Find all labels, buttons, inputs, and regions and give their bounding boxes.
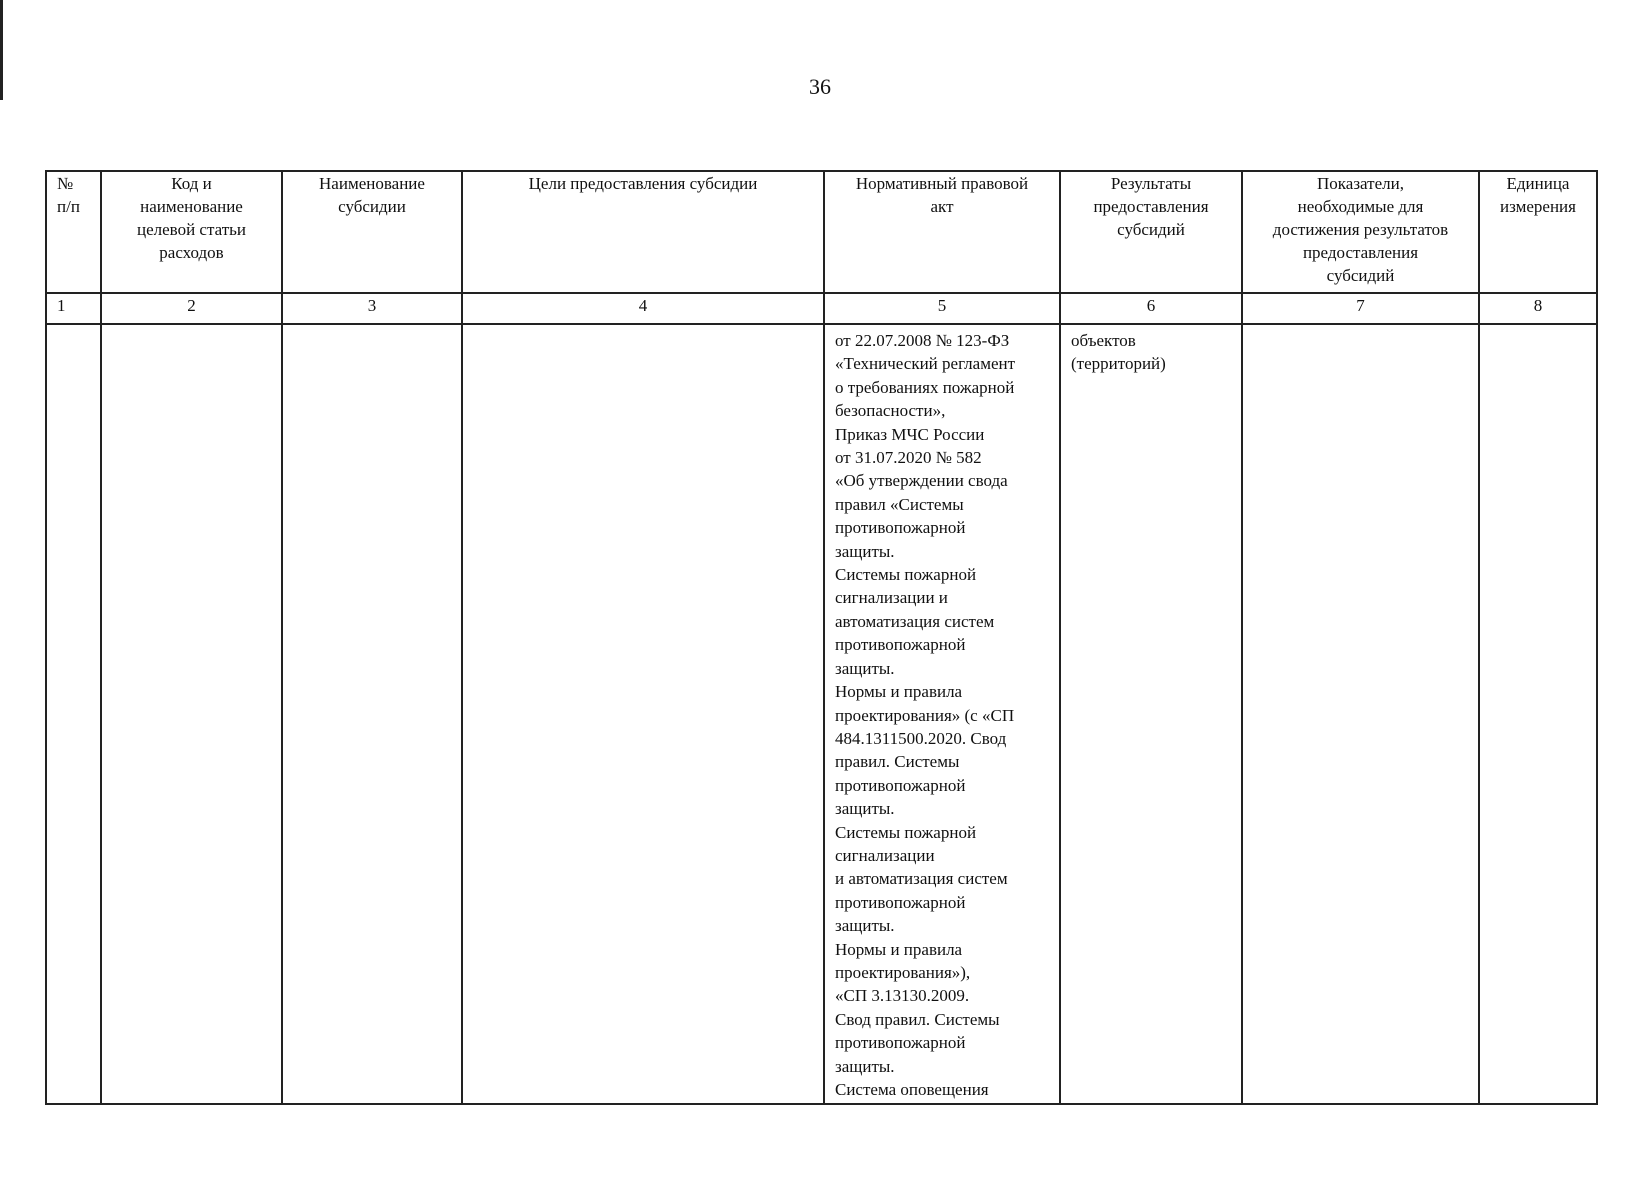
column-number: 8 xyxy=(1479,293,1597,324)
legal-act-cell xyxy=(824,324,1060,1104)
results-cell xyxy=(1060,324,1242,1104)
column-number: 7 xyxy=(1242,293,1479,324)
page-number: 36 xyxy=(809,74,831,99)
header-cell: Результаты предоставления субсидий xyxy=(1060,171,1242,293)
table-cell xyxy=(282,324,462,1104)
table-row xyxy=(46,324,1597,1104)
header-cell: Наименование субсидии xyxy=(282,171,462,293)
table-header-row xyxy=(46,171,1597,293)
column-number: 6 xyxy=(1060,293,1242,324)
header-cell: Цели предоставления субсидии xyxy=(462,171,824,293)
column-number: 2 xyxy=(101,293,282,324)
header-cell: № п/п xyxy=(46,171,101,293)
results-text: объектов (территорий) xyxy=(1071,331,1166,374)
header-cell: Показатели, необходимые для достижения результатов предоставления субсидий xyxy=(1242,171,1479,293)
table-cell xyxy=(46,324,101,1104)
column-number-row xyxy=(46,293,1597,324)
column-number: 3 xyxy=(282,293,462,324)
header-cell: Нормативный правовой акт xyxy=(824,171,1060,293)
subsidy-table xyxy=(45,170,1598,1105)
header-cell: Код и наименование целевой статьи расходов xyxy=(101,171,282,293)
column-number: 1 xyxy=(46,293,101,324)
table-cell xyxy=(462,324,824,1104)
table-cell xyxy=(1479,324,1597,1104)
column-number: 4 xyxy=(462,293,824,324)
header-cell: Единица измерения xyxy=(1479,171,1597,293)
column-number: 5 xyxy=(824,293,1060,324)
legal-act-text: от 22.07.2008 № 123-ФЗ «Технический регламент о требованиях пожарной безопасности», Приказ МЧС России от 31.07.2020 № 582 «Об утверждении свода правил «Системы противопожарной защиты. Системы пожарной сигнализации и автоматизация систем противопожарной защиты. Нормы и правила проектирования» (с «СП 484.1311500.2020. Свод правил. Системы противопожарной защиты. Системы пожарной сигнализации и автоматизация систем противопожарной защиты. Нормы и правила проектирования»), «СП 3.13130.2009. Свод правил. Системы противопожарной защиты. Система оповещения xyxy=(835,331,1016,1099)
table-cell xyxy=(101,324,282,1104)
table-cell xyxy=(1242,324,1479,1104)
